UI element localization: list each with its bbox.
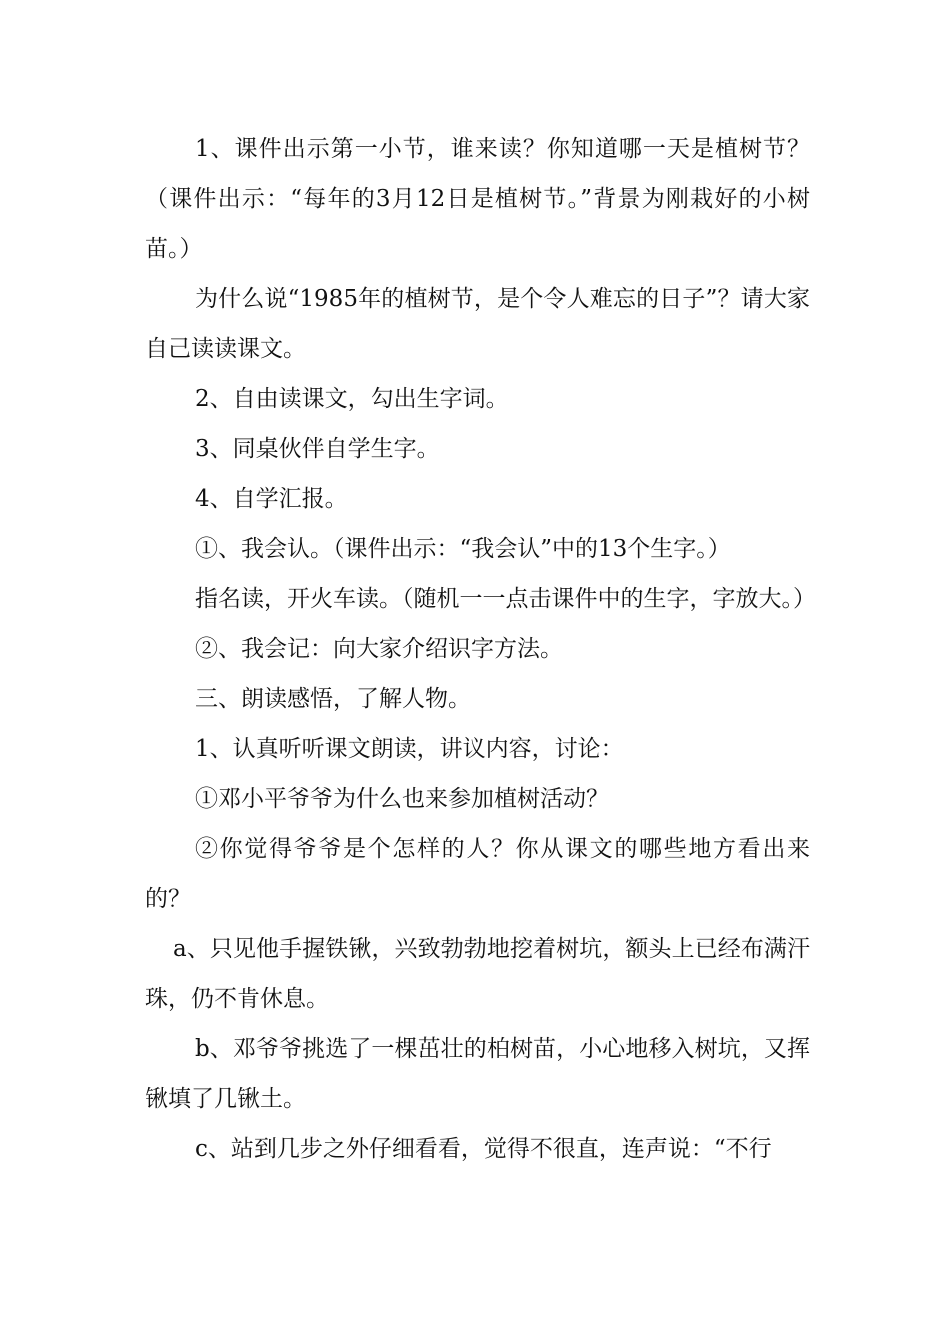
paragraph-7: 指名读，开火车读。（随机一一点击课件中的生字，字放大。）: [195, 586, 816, 612]
paragraph-13: a、只见他手握铁锹，兴致勃勃地挖着树坑，额头上已经布满汗珠，仍不肯休息。: [145, 936, 810, 1012]
document-body: [145, 124, 816, 1174]
paragraph-10: 1、认真听听课文朗读，讲议内容，讨论：: [195, 736, 624, 762]
paragraph-6: ①、我会认。（课件出示：“我会认”中的13个生字。）: [195, 536, 731, 562]
paragraph-8: ②、我会记：向大家介绍识字方法。: [195, 636, 563, 662]
paragraph-2: 为什么说“1985年的植树节，是个令人难忘的日子”？请大家自己读读课文。: [145, 286, 810, 362]
paragraph-15: c、站到几步之外仔细看看，觉得不很直，连声说：“不行: [195, 1136, 772, 1162]
paragraph-11: ①邓小平爷爷为什么也来参加植树活动？: [195, 786, 609, 812]
paragraph-14: b、邓爷爷挑选了一棵茁壮的柏树苗，小心地移入树坑，又挥锹填了几锹土。: [145, 1036, 810, 1112]
paragraph-1: 1、课件出示第一小节，谁来读？你知道哪一天是植树节？（课件出示：“每年的3月12日是植树节。”背景为刚栽好的小树苗。）: [145, 136, 810, 262]
paragraph-9: 三、朗读感悟，了解人物。: [195, 686, 471, 712]
paragraph-3: 2、自由读课文，勾出生字词。: [195, 386, 509, 412]
paragraph-4: 3、同桌伙伴自学生字。: [195, 436, 440, 462]
paragraph-5: 4、自学汇报。: [195, 486, 348, 512]
paragraph-12: ②你觉得爷爷是个怎样的人？你从课文的哪些地方看出来的？: [145, 836, 810, 912]
